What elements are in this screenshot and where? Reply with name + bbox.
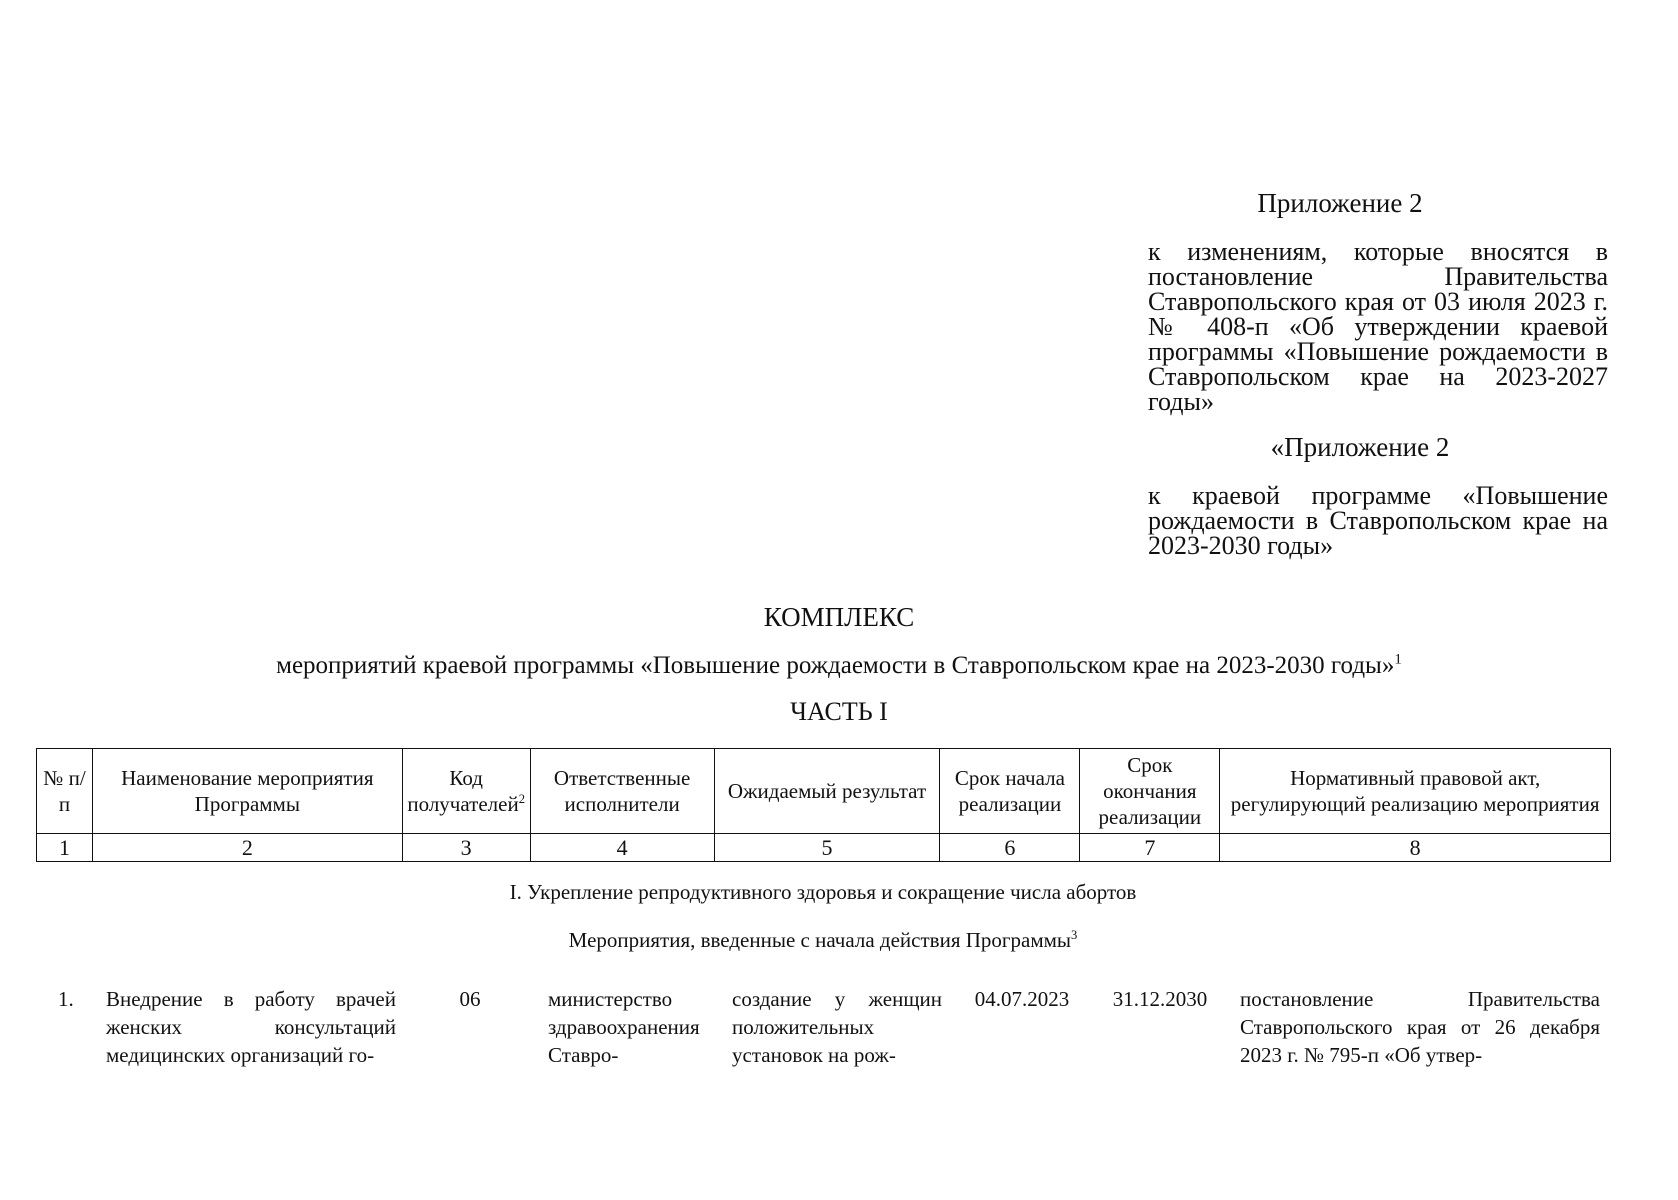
row-measure-name: Внедрение в работу врачей женских консультаций медицинских организаций го- bbox=[106, 987, 396, 1067]
header-cell-act bbox=[1220, 749, 1611, 834]
section-subtitle bbox=[0, 928, 1646, 953]
header-text: Наименование мероприятия Программы bbox=[121, 766, 374, 816]
footnote-mark-1: 1 bbox=[1394, 651, 1402, 668]
row-start-date: 04.07.2023 bbox=[974, 987, 1070, 1011]
header-text: № п/п bbox=[43, 766, 86, 816]
row-number: 1. bbox=[58, 987, 74, 1011]
header-text: Срок начала реализации bbox=[954, 766, 1065, 816]
column-number: 3 bbox=[402, 834, 530, 862]
header-text: Код получателей bbox=[407, 766, 519, 816]
document-part: ЧАСТЬ I bbox=[790, 697, 888, 726]
column-number: 1 bbox=[37, 834, 93, 862]
header-text: Ответственные исполнители bbox=[553, 766, 691, 816]
document-subtitle-text: мероприятий краевой программы «Повышение рождаемости в Ставропольском крае на 2023-2030 годы» bbox=[276, 652, 1395, 679]
column-number: 4 bbox=[530, 834, 714, 862]
appendix-text: к изменениям, которые вносятся в постановление Правительства Ставропольского края от 03 июля 2023 г. № 408-п «Об утверждении краевой программы «Повышение рождаемости в Ставропольском крае на 2023-2027 годы» bbox=[1148, 237, 1608, 416]
header-text: Нормативный правовой акт, регулирующий реализацию мероприятия bbox=[1230, 766, 1600, 816]
header-cell-result bbox=[714, 749, 940, 834]
column-number: 6 bbox=[940, 834, 1080, 862]
header-cell-start bbox=[940, 749, 1080, 834]
section-subtitle-text: Мероприятия, введенные с начала действия Программы bbox=[568, 928, 1072, 952]
section-title: I. Укрепление репродуктивного здоровья и сокращение числа абортов bbox=[509, 880, 1137, 904]
header-row bbox=[37, 749, 1611, 834]
header-cell-code bbox=[402, 749, 530, 834]
row-executors: министерство здравоохранения Ставро- bbox=[548, 987, 700, 1067]
header-cell-name bbox=[92, 749, 402, 834]
column-number: 5 bbox=[714, 834, 940, 862]
row-recipient-code: 06 bbox=[459, 987, 481, 1011]
header-cell-end bbox=[1080, 749, 1220, 834]
row-end-date: 31.12.2030 bbox=[1112, 987, 1208, 1011]
appendix-text-2: к краевой программе «Повышение рождаемости в Ставропольском крае на 2023-2030 годы» bbox=[1148, 481, 1608, 560]
document-title: КОМПЛЕКС bbox=[763, 602, 915, 632]
appendix-title-2: «Приложение 2 bbox=[1270, 432, 1450, 462]
footnote-mark-3: 3 bbox=[1071, 928, 1078, 942]
header-cell-num bbox=[37, 749, 93, 834]
appendix-title: Приложение 2 bbox=[1257, 188, 1423, 218]
footnote-mark-2: 2 bbox=[518, 792, 525, 806]
column-number: 2 bbox=[92, 834, 402, 862]
column-number-row bbox=[37, 834, 1611, 862]
document-subtitle bbox=[0, 652, 1678, 680]
header-cell-executors bbox=[530, 749, 714, 834]
row-expected-result: создание у женщин положительных установок на рож- bbox=[732, 987, 942, 1067]
row-legal-act: постановление Правительства Ставропольского края от 26 декабря 2023 г. № 795-п «Об утвер- bbox=[1240, 987, 1600, 1067]
measures-table-header bbox=[36, 748, 1611, 862]
column-number: 8 bbox=[1220, 834, 1611, 862]
column-number: 7 bbox=[1080, 834, 1220, 862]
header-text: Ожидаемый результат bbox=[727, 779, 927, 803]
header-text: Срок окончания реализации bbox=[1098, 753, 1202, 829]
